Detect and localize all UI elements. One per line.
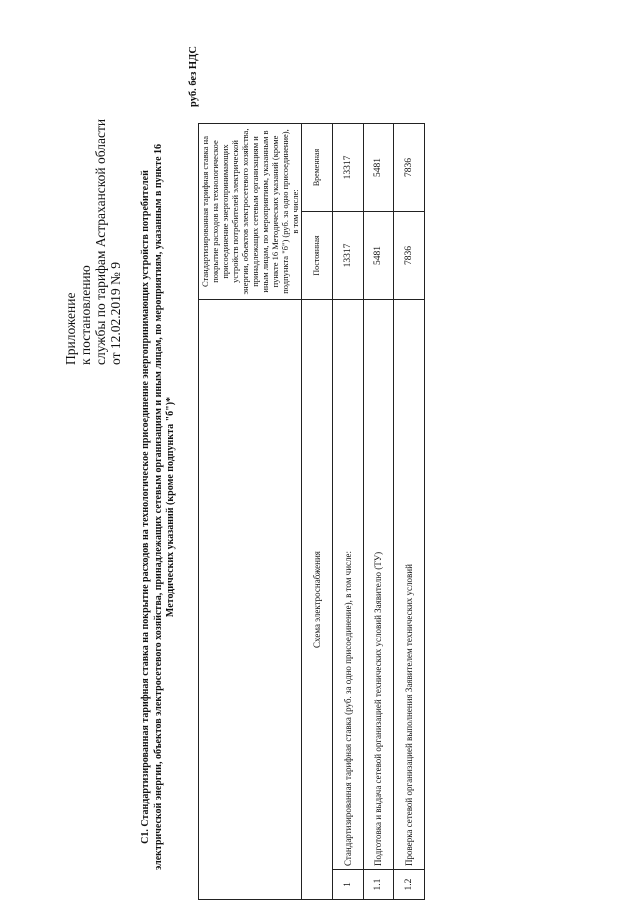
value-permanent: 5481 bbox=[364, 212, 394, 300]
unit-label: руб. без НДС bbox=[188, 46, 199, 107]
value-permanent: 13317 bbox=[333, 212, 364, 300]
header-temporary: Временная bbox=[302, 124, 333, 212]
table-row bbox=[333, 124, 364, 900]
row-label: Подготовка и выдача сетевой организацией технических условий Заявителю (ТУ) bbox=[364, 300, 394, 870]
table-subheader-row bbox=[302, 124, 333, 900]
table-heading: С1. Стандартизированная тарифная ставка на покрытие расходов на технологическое присоединение энергопринимающих устройств потребителей электрической энергии, объектов электросетевого хозяйства, принадлежащих сетевым организациям и иным лицам, по мероприятиям, указанным в пункте 16 Методических указаний (кроме подпункта "б")* bbox=[140, 143, 176, 871]
header-blank-cell bbox=[199, 300, 302, 900]
header-scheme: Схема электроснабжения bbox=[302, 300, 333, 900]
appendix-line: службы по тарифам Астраханской области bbox=[93, 118, 108, 365]
row-number: 1 bbox=[333, 870, 364, 900]
value-permanent: 7836 bbox=[394, 212, 425, 300]
value-temporary: 13317 bbox=[333, 124, 364, 212]
appendix-line: от 12.02.2019 № 9 bbox=[108, 262, 123, 365]
header-permanent: Постоянная bbox=[302, 212, 333, 300]
appendix-line: к постановлению bbox=[78, 265, 93, 365]
value-temporary: 5481 bbox=[364, 124, 394, 212]
table-header-row bbox=[199, 124, 302, 900]
tariff-table bbox=[198, 123, 425, 900]
value-temporary: 7836 bbox=[394, 124, 425, 212]
appendix-line: Приложение bbox=[63, 292, 78, 365]
row-label: Проверка сетевой организацией выполнения Заявителем технических условий bbox=[394, 300, 425, 870]
row-label: Стандартизированная тарифная ставка (руб. за одно присоединение), в том числе: bbox=[333, 300, 364, 870]
row-number: 1.2 bbox=[394, 870, 425, 900]
table-row bbox=[394, 124, 425, 900]
appendix-block bbox=[63, 119, 123, 365]
table-row bbox=[364, 124, 394, 900]
row-number: 1.1 bbox=[364, 870, 394, 900]
header-stavka: Стандартизированная тарифная ставка на покрытие расходов на технологическое присоединение энергопринимающих устройств потребителей электрической энергии, объектов электросетевого хозяйства, принадлежащих сетевым организациям и иным лицам, по мероприятиям, указанным в пункте 16 Методических указаний (кроме подпункта "б") (руб. за одно присоединение), в том числе: bbox=[199, 124, 302, 300]
